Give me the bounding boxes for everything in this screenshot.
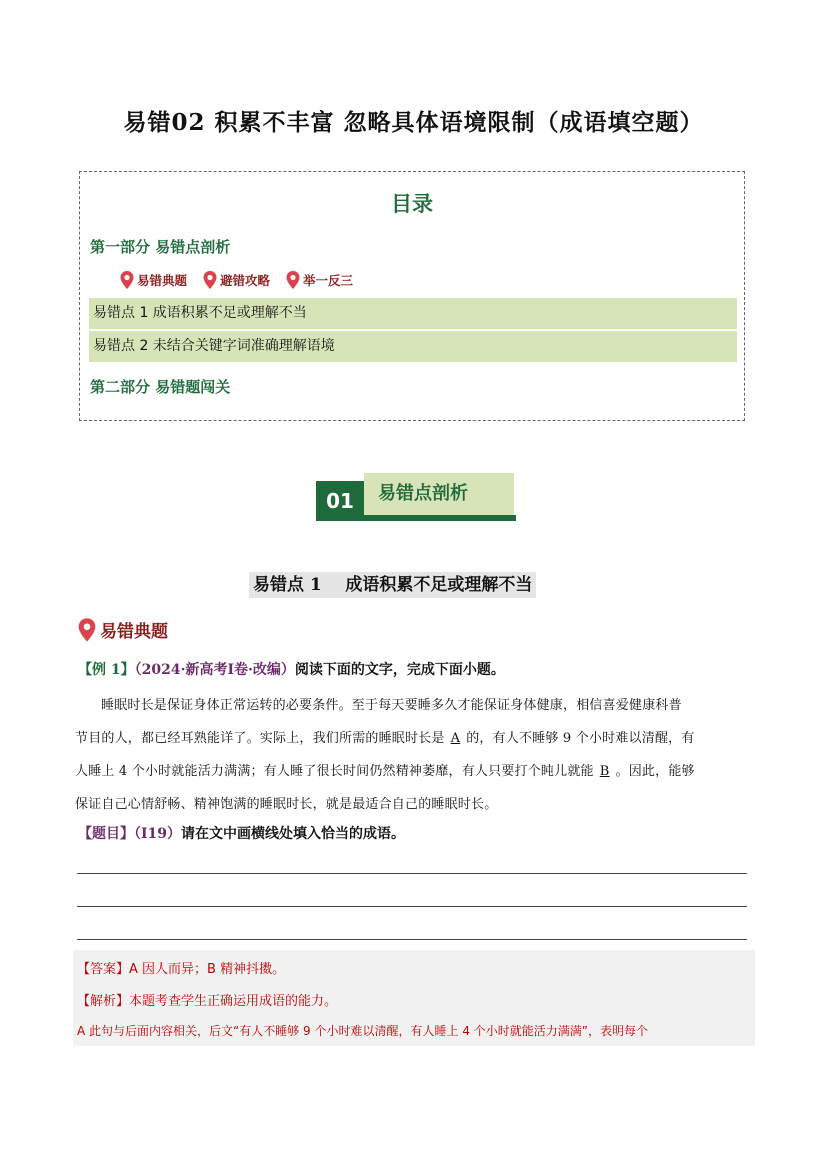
answer-text: A 因人而异；B 精神抖擞。: [129, 962, 286, 977]
example-source: （2024·新高考Ⅰ卷·改编）: [134, 662, 295, 678]
example-intro: [78, 659, 505, 679]
answer-writing-line: [77, 939, 747, 940]
answer-writing-line: [77, 906, 747, 907]
passage-line: 睡眠时长是保证身体正常运转的必要条件。至于每天要睡多久才能保证身体健康，相信喜爱健康科普: [101, 698, 682, 713]
answer-writing-line: [77, 873, 747, 874]
question: [78, 823, 405, 843]
passage-line: [75, 760, 753, 779]
analysis-detail: A 此句与后面内容相关，后文“有人不睡够 9 个小时难以清醒，有人睡上 4 个小时就能活力满满”，表明每个: [77, 1024, 648, 1038]
question-code: （Ⅰ19）: [134, 826, 182, 842]
toc-item[interactable]: 易错点 1 成语积累不足或理解不当: [89, 298, 737, 329]
passage-text: 人睡上 4 个小时就能活力满满；有人睡了很长时间仍然精神萎靡，有人只要打个盹儿就能: [75, 764, 594, 779]
location-pin-icon: [203, 271, 217, 289]
question-text: 请在文中画横线处填入恰当的成语。: [181, 826, 406, 842]
analysis-tag: 【解析】: [77, 994, 130, 1009]
analysis-row: [77, 990, 337, 1009]
toc-part-1[interactable]: 第一部分 易错点剖析: [90, 238, 231, 256]
passage-text: 。因此，能够: [615, 764, 695, 779]
toc-sub-item[interactable]: [286, 271, 353, 289]
example-heading-label: 易错典题: [100, 622, 168, 642]
location-pin-icon: [120, 271, 134, 289]
toc-item[interactable]: 易错点 2 未结合关键字词准确理解语境: [89, 331, 737, 362]
blank-b: B: [599, 764, 610, 779]
toc-sub-label: 举一反三: [303, 273, 354, 288]
location-pin-icon: [78, 618, 96, 642]
answer-explanation-box: [73, 950, 755, 1046]
section-banner-number: 01: [316, 481, 364, 521]
document-title: 易错02 积累不丰富 忽略具体语境限制（成语填空题）: [123, 109, 704, 136]
section-banner-label: 易错点剖析: [364, 473, 514, 515]
toc-sub-label: 避错攻略: [220, 273, 271, 288]
toc-heading: 目录: [391, 192, 433, 216]
section-banner-underline: [364, 515, 516, 521]
passage-line: [75, 727, 753, 746]
table-of-contents: [79, 171, 745, 421]
example-heading: [78, 617, 168, 642]
example-instruction: 阅读下面的文字，完成下面小题。: [294, 662, 505, 678]
toc-sub-label: 易错典题: [137, 273, 188, 288]
passage-text: 节目的人，都已经耳熟能详了。实际上，我们所需的睡眠时长是: [75, 731, 445, 746]
toc-subsections: [120, 271, 353, 289]
blank-a: A: [450, 731, 461, 746]
answer-row: [77, 958, 285, 977]
question-tag: 【题目】: [78, 826, 134, 842]
toc-part-2[interactable]: 第二部分 易错题闯关: [90, 378, 231, 396]
error-point-title: 易错点 1 成语积累不足或理解不当: [249, 572, 536, 598]
passage-text: 的，有人不睡够 9 个小时难以清醒，有: [466, 731, 695, 746]
passage-line: 保证自己心情舒畅、精神饱满的睡眠时长，就是最适合自己的睡眠时长。: [75, 797, 498, 812]
answer-tag: 【答案】: [77, 962, 130, 977]
toc-sub-item[interactable]: [120, 271, 187, 289]
analysis-text: 本题考查学生正确运用成语的能力。: [129, 994, 338, 1009]
section-banner: [316, 473, 516, 521]
example-tag: 【例 1】: [78, 662, 135, 678]
location-pin-icon: [286, 271, 300, 289]
toc-sub-item[interactable]: [203, 271, 270, 289]
